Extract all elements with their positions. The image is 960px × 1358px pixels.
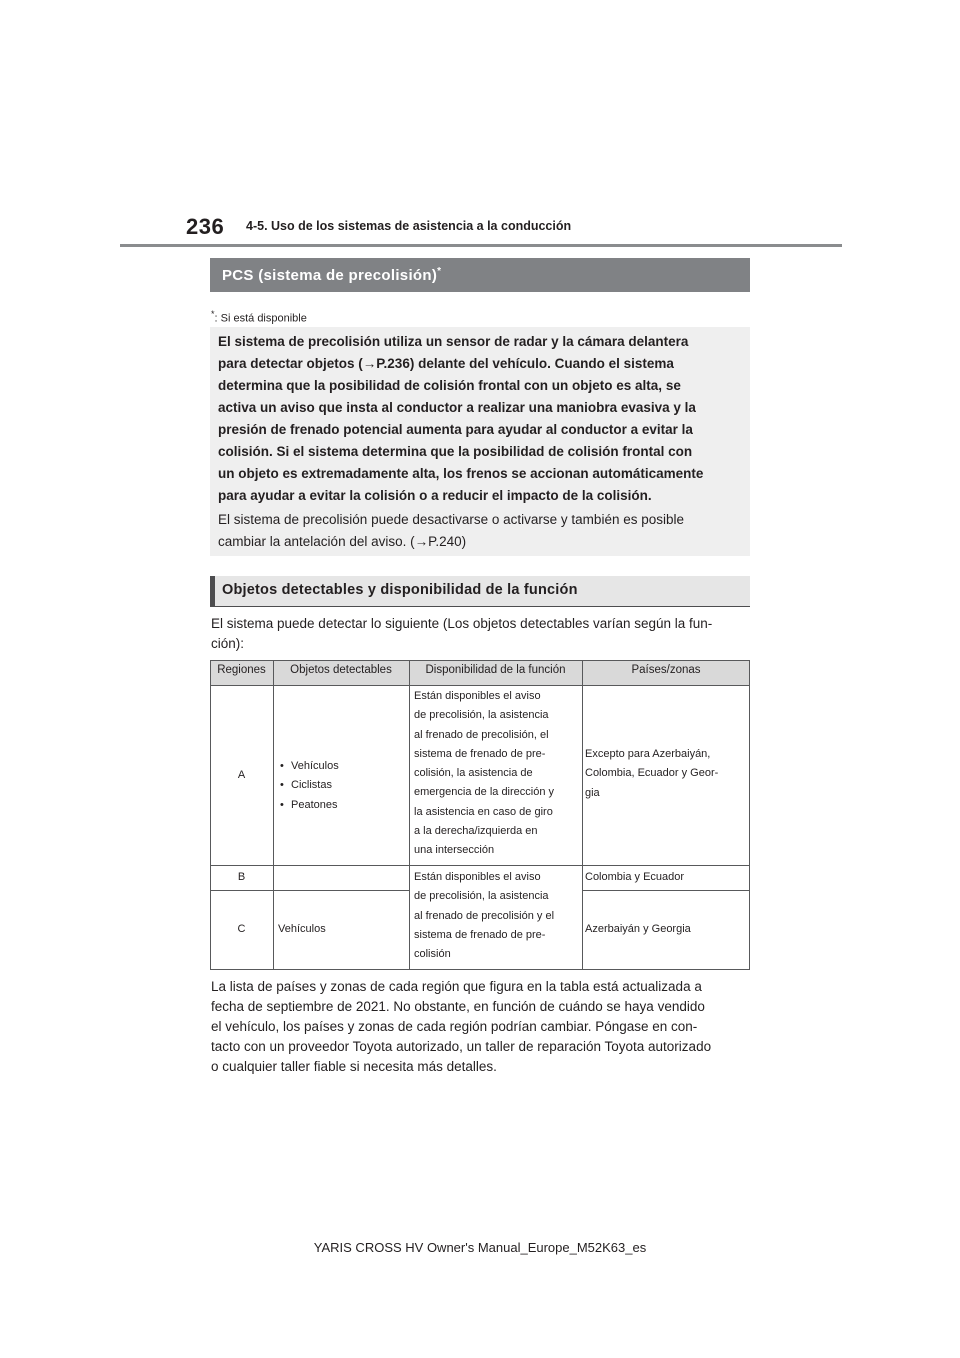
objetos-intro-line: ción): xyxy=(211,636,245,651)
table-border xyxy=(273,660,274,970)
countries-c: Azerbaiyán y Georgia xyxy=(585,923,691,935)
intro-bold-line: activa un aviso que insta al conductor a realizar una maniobra evasiva y la xyxy=(218,400,696,415)
availability-line: de precolisión, la asistencia xyxy=(414,890,549,903)
countries-line: Excepto para Azerbaiyán, xyxy=(585,748,711,760)
availability-line: sistema de frenado de pre- xyxy=(414,928,546,941)
header-objetos: Objetos detectables xyxy=(290,664,392,676)
objetos-title: Objetos detectables y disponibilidad de la función xyxy=(222,582,578,598)
countries-line: Colombia, Ecuador y Geor- xyxy=(585,767,719,780)
objetos-intro-line: El sistema puede detectar lo siguiente (Los objetos detectables varían según la fun- xyxy=(211,616,713,631)
table-border xyxy=(210,890,273,891)
availability-line: una intersección xyxy=(414,844,495,857)
header-paises: Países/zonas xyxy=(631,664,701,676)
table-border xyxy=(210,660,750,661)
region-b: B xyxy=(237,871,246,883)
table-border xyxy=(582,660,583,970)
table-border xyxy=(582,890,750,891)
note-line: o cualquier taller fiable si necesita más detalles. xyxy=(211,1059,497,1074)
intro-line: El sistema de precolisión puede desactivarse o activarse y también es posible xyxy=(218,512,684,527)
pcs-title-text: PCS (sistema de precolisión) xyxy=(222,267,438,284)
object-list xyxy=(280,757,339,815)
note-line: tacto con un proveedor Toyota autorizado, un taller de reparación Toyota autorizado xyxy=(211,1039,712,1054)
availability-a xyxy=(414,687,554,861)
note-line: La lista de países y zonas de cada región que figura en la tabla está actualizada a xyxy=(211,979,702,994)
header-rule xyxy=(120,244,842,247)
list-item: • Peatones xyxy=(280,796,339,815)
pcs-title-mark: * xyxy=(437,266,442,277)
intro-bold-line: presión de frenado potencial aumenta para ayudar al conductor a evitar la xyxy=(218,422,693,437)
page-number: 236 xyxy=(186,214,225,239)
availability-line: al frenado de precolisión, el xyxy=(414,728,549,741)
availability-bc xyxy=(414,868,554,964)
availability-line: sistema de frenado de pre- xyxy=(414,747,546,760)
table-border xyxy=(210,685,750,686)
section-title: 4-5. Uso de los sistemas de asistencia a la conducción xyxy=(246,219,572,233)
list-item: • Vehículos xyxy=(280,757,339,776)
intro-bold-line: colisión. Si el sistema determina que la posibilidad de colisión frontal con xyxy=(218,444,693,459)
countries-a xyxy=(585,745,718,803)
availability-line: emergencia de la dirección y xyxy=(414,786,555,799)
countries-b: Colombia y Ecuador xyxy=(585,871,685,883)
table-border xyxy=(210,969,750,970)
intro-bold-line: El sistema de precolisión utiliza un sensor de radar y la cámara delantera xyxy=(218,334,689,349)
header-disponibilidad: Disponibilidad de la función xyxy=(425,664,566,676)
objetos-title-rule xyxy=(210,606,750,607)
intro-bold-line: determina que la posibilidad de colisión frontal con un objeto es alta, se xyxy=(218,378,681,393)
availability-line: a la derecha/izquierda en xyxy=(414,825,538,838)
availability-line: colisión, la asistencia de xyxy=(414,767,533,780)
intro-bold-line: un objeto es extremadamente alta, los frenos se accionan automáticamente xyxy=(218,466,704,481)
table-border xyxy=(273,890,409,891)
note-line: fecha de septiembre de 2021. No obstante, en función de cuándo se haya vendido xyxy=(211,999,705,1014)
objetos-title-accent xyxy=(210,576,215,607)
availability-line: Están disponibles el aviso xyxy=(414,871,541,883)
list-item: • Ciclistas xyxy=(280,776,339,795)
table-border xyxy=(749,660,750,970)
table-border xyxy=(210,865,750,866)
availability-line: de precolisión, la asistencia xyxy=(414,709,549,722)
footnote-mark: * xyxy=(211,309,215,319)
region-c: C xyxy=(237,923,246,935)
availability-line: la asistencia en caso de giro xyxy=(414,805,553,818)
footnote xyxy=(211,309,307,325)
footnote-text: : Si está disponible xyxy=(214,312,307,325)
table-border xyxy=(409,660,410,970)
availability-line: al frenado de precolisión y el xyxy=(414,909,555,922)
region-a: A xyxy=(237,769,246,781)
intro-bold-line: para detectar objetos (→P.236) delante del vehículo. Cuando el sistema xyxy=(218,356,674,371)
intro-line: cambiar la antelación del aviso. (→P.240) xyxy=(218,534,467,549)
objects-c: Vehículos xyxy=(278,923,326,935)
page-footer: YARIS CROSS HV Owner's Manual_Europe_M52K63_es xyxy=(313,1240,647,1255)
countries-line: gia xyxy=(585,786,600,799)
intro-bold-line: para ayudar a evitar la colisión o a reducir el impacto de la colisión. xyxy=(218,488,652,503)
availability-line: Están disponibles el aviso xyxy=(414,690,541,702)
header-regiones: Regiones xyxy=(217,664,266,676)
note-line: el vehículo, los países y zonas de cada región podrían cambiar. Póngase en con- xyxy=(211,1019,698,1034)
availability-line: colisión xyxy=(414,948,451,961)
pcs-title xyxy=(222,266,441,284)
